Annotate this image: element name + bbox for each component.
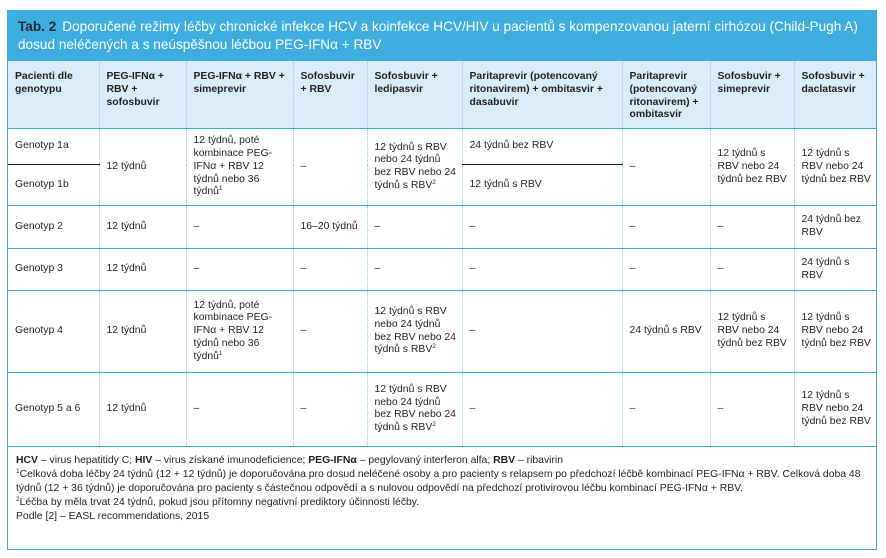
cell-paritaprevir-dasabuvir: –: [462, 373, 622, 446]
cell-peg-simeprevir: –: [186, 206, 293, 249]
cell-peg-sofosbuvir: 12 týdnů: [99, 206, 186, 249]
abbr-def: – virus získané imunodeficience;: [152, 454, 309, 466]
cell-paritaprevir-ombitasvir: –: [622, 373, 710, 446]
cell-peg-simeprevir: –: [186, 249, 293, 291]
cell-genotype: Genotyp 3: [8, 249, 99, 291]
cell-sofosbuvir-rbv: –: [293, 249, 367, 291]
table-row: [8, 373, 876, 446]
table-row: [8, 206, 876, 249]
cell-sofosbuvir-daclatasvir: 12 týdnů s RBV nebo 24 týdnů bez RBV: [794, 291, 876, 373]
cell-paritaprevir-dasabuvir: 12 týdnů s RBV: [462, 165, 622, 206]
header-row: [8, 61, 876, 129]
table-row: [8, 249, 876, 291]
cell-sofosbuvir-simeprevir: –: [710, 373, 794, 446]
cell-genotype: Genotyp 1b: [8, 165, 99, 206]
header-sofosbuvir-ledipasvir: Sofosbuvir + ledipasvir: [367, 61, 462, 129]
cell-sofosbuvir-rbv: –: [293, 373, 367, 446]
cell-sofosbuvir-daclatasvir: 24 týdnů s RBV: [794, 249, 876, 291]
cell-paritaprevir-ombitasvir: –: [622, 206, 710, 249]
footnote-ref: 1: [218, 185, 223, 193]
cell-paritaprevir-dasabuvir: –: [462, 206, 622, 249]
cell-sofosbuvir-daclatasvir: 24 týdnů bez RBV: [794, 206, 876, 249]
footnote-2: [16, 496, 868, 510]
abbr-term: HIV: [134, 454, 153, 466]
table-row: [8, 129, 876, 165]
cell-sofosbuvir-simeprevir: –: [710, 206, 794, 249]
cell-paritaprevir-dasabuvir: –: [462, 249, 622, 291]
cell-sofosbuvir-daclatasvir: 12 týdnů s RBV nebo 24 týdnů bez RBV: [794, 129, 876, 206]
footnotes: [8, 446, 876, 538]
table-caption: Doporučené režimy léčby chronické infekce HCV a koinfekce HCV/HIV u pacientů s kompenzovanou jaterní cirhózou (Child-Pugh A) dosud neléčených a s neúspěšnou léčbou PEG-IFNα + RBV: [18, 19, 858, 52]
header-sofosbuvir-simeprevir: Sofosbuvir + simeprevir: [710, 61, 794, 129]
footnote-1: [16, 468, 868, 496]
abbr-def: – pegylovaný interferon alfa;: [356, 454, 494, 466]
cell-paritaprevir-dasabuvir: 24 týdnů bez RBV: [462, 129, 622, 165]
cell-paritaprevir-ombitasvir: –: [622, 129, 710, 206]
cell-genotype: Genotyp 5 a 6: [8, 373, 99, 446]
footnote-ref: 2: [432, 421, 436, 429]
cell-paritaprevir-ombitasvir: 24 týdnů s RBV: [622, 291, 710, 373]
abbr-def: – ribavirin: [515, 454, 563, 466]
table-row: [8, 291, 876, 373]
footnote-ref: 2: [432, 178, 436, 186]
cell-text: 12 týdnů s RBV nebo 24 týdnů bez RBV nebo 24 týdnů s RBV: [374, 383, 456, 434]
cell-sofosbuvir-ledipasvir: [367, 291, 462, 373]
footnote-ref: 2: [432, 343, 436, 351]
cell-genotype: Genotyp 2: [8, 206, 99, 249]
header-sofosbuvir-daclatasvir: Sofosbuvir + daclatasvir: [794, 61, 876, 129]
cell-sofosbuvir-daclatasvir: 12 týdnů s RBV nebo 24 týdnů bez RBV: [794, 373, 876, 446]
footnote-text: Celková doba léčby 24 týdnů (12 + 12 týdnů) je doporučována pro dosud neléčené osoby a pro pacienty s relapsem po předchozí léčbě kombinací PEG-IFNα + RBV. Celková doba 48 týdnů (12 + 36 týdnů) je doporučována pro pacienty s částečnou odpovědí a s nulovou odpovědí na předchozí protivirovou léčbu kombinací PEG-IFNα + RBV.: [16, 468, 861, 494]
header-peg-sofosbuvir: PEG-IFNα + RBV + sofosbuvir: [99, 61, 186, 129]
cell-sofosbuvir-simeprevir: 12 týdnů s RBV nebo 24 týdnů bez RBV: [710, 129, 794, 206]
cell-peg-simeprevir: [186, 291, 293, 373]
footnote-text: Léčba by měla trvat 24 týdnů, pokud jsou přítomny negativní prediktory účinnosti léčby.: [19, 496, 420, 508]
cell-genotype: Genotyp 4: [8, 291, 99, 373]
cell-peg-sofosbuvir: 12 týdnů: [99, 129, 186, 206]
abbr-term: RBV: [493, 454, 516, 466]
cell-peg-sofosbuvir: 12 týdnů: [99, 373, 186, 446]
cell-sofosbuvir-rbv: –: [293, 291, 367, 373]
cell-sofosbuvir-ledipasvir: –: [367, 249, 462, 291]
abbr-term: HCV: [16, 454, 38, 466]
header-paritaprevir-dasabuvir: Paritaprevir (potencovaný ritonavirem) + ombitasvir + dasabuvir: [462, 61, 622, 129]
regimen-table: [8, 61, 876, 446]
header-genotype: Pacienti dle genotypu: [8, 61, 99, 129]
cell-sofosbuvir-ledipasvir: –: [367, 206, 462, 249]
header-peg-simeprevir: PEG-IFNα + RBV + simeprevir: [186, 61, 293, 129]
cell-paritaprevir-ombitasvir: –: [622, 249, 710, 291]
source-note: Podle [2] – EASL recommendations, 2015: [16, 510, 210, 522]
table-frame: [7, 10, 877, 550]
cell-peg-sofosbuvir: 12 týdnů: [99, 249, 186, 291]
header-paritaprevir-ombitasvir: Paritaprevir (potencovaný ritonavirem) + ombitasvir: [622, 61, 710, 129]
cell-genotype: Genotyp 1a: [15, 140, 69, 152]
cell-sofosbuvir-rbv: 16–20 týdnů: [293, 206, 367, 249]
footnote-ref: 1: [218, 349, 223, 357]
cell-sofosbuvir-simeprevir: –: [710, 249, 794, 291]
cell-text: 12 týdnů, poté kombinace PEG-IFNα + RBV 12 týdnů nebo 36 týdnů: [193, 135, 273, 198]
cell-text: 12 týdnů s RBV nebo 24 týdnů bez RBV nebo 24 týdnů s RBV: [374, 306, 456, 356]
cell-sofosbuvir-ledipasvir: [367, 373, 462, 446]
abbreviations-note: [16, 454, 868, 468]
cell-peg-sofosbuvir: 12 týdnů: [99, 291, 186, 373]
cell-sofosbuvir-simeprevir: 12 týdnů s RBV nebo 24 týdnů bez RBV: [710, 291, 794, 373]
cell-peg-simeprevir: –: [186, 373, 293, 446]
cell-text: 12 týdnů s RBV nebo 24 týdnů bez RBV nebo 24 týdnů s RBV: [374, 141, 456, 191]
table-number: Tab. 2: [18, 19, 57, 34]
header-sofosbuvir-rbv: Sofosbuvir + RBV: [293, 61, 367, 129]
cell-text: 12 týdnů, poté kombinace PEG-IFNα + RBV 12 týdnů nebo 36 týdnů: [193, 299, 273, 362]
abbr-def: – virus hepatitidy C;: [37, 454, 135, 466]
cell-sofosbuvir-ledipasvir: [367, 129, 462, 206]
footnote-mark: 2: [16, 495, 20, 503]
cell-sofosbuvir-rbv: –: [293, 129, 367, 206]
cell-paritaprevir-dasabuvir: –: [462, 291, 622, 373]
cell-peg-simeprevir: [186, 129, 293, 206]
abbr-term: PEG-IFNα: [308, 454, 357, 466]
footnote-mark: 1: [16, 467, 20, 475]
table-title: [8, 11, 876, 61]
